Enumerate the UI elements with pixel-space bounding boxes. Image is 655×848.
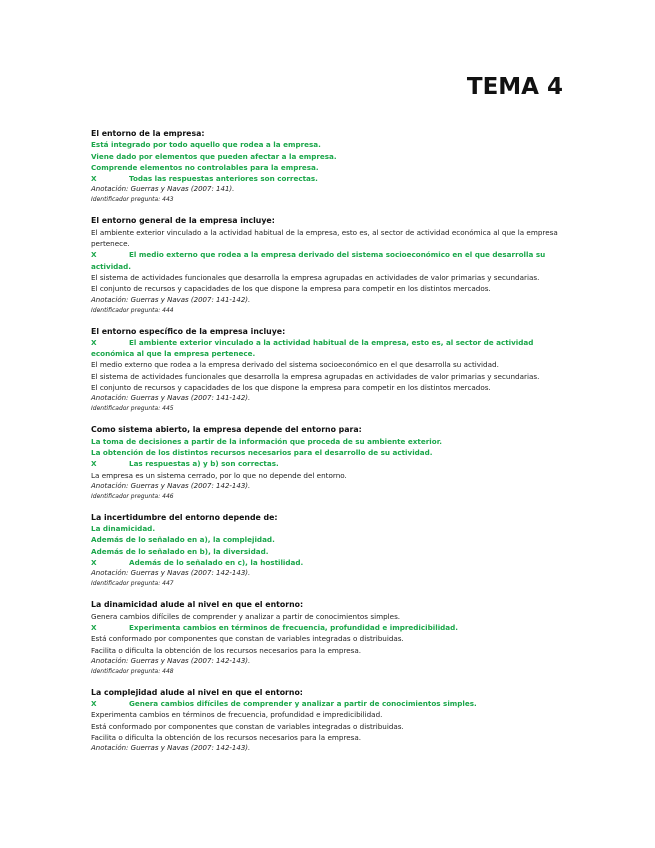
answer-text: Facilita o dificulta la obtención de los recursos necesarios para la empresa. — [91, 645, 362, 655]
question-block — [91, 215, 566, 315]
question-list — [91, 128, 566, 764]
question-block — [91, 599, 566, 676]
answer-option — [91, 633, 566, 644]
answer-option-correct — [91, 151, 566, 162]
answer-option-correct — [91, 162, 566, 173]
answer-option-correct — [91, 139, 566, 150]
answer-option-correct — [91, 557, 566, 568]
question-id: Identificador pregunta: 444 — [91, 306, 174, 314]
question-text: La complejidad alude al nivel en que el entorno: — [91, 687, 303, 697]
page-title: TEMA 4 — [466, 74, 563, 100]
answer-text: La obtención de los distintos recursos necesarios para el desarrollo de su actividad. — [91, 447, 433, 457]
question-block — [91, 687, 566, 754]
question-id: Identificador pregunta: 445 — [91, 405, 174, 413]
answer-option-correct — [91, 622, 566, 633]
question-block — [91, 424, 566, 501]
answer-text: Está integrado por todo aquello que rodea a la empresa. — [91, 140, 321, 150]
answer-option — [91, 272, 566, 283]
answer-option-correct — [91, 523, 566, 534]
answer-text: El medio externo que rodea a la empresa derivado del sistema socioeconómico en el que desarrolla su actividad. — [91, 250, 546, 271]
selected-answer-mark: X — [91, 699, 97, 709]
answer-option — [91, 359, 566, 370]
answer-text: Genera cambios difíciles de comprender y analizar a partir de conocimientos simples. — [91, 611, 401, 621]
answer-text: Facilita o dificulta la obtención de los recursos necesarios para la empresa. — [91, 732, 362, 742]
annotation: Anotación: Guerras y Navas (2007: 141-142). — [91, 394, 251, 403]
answer-text: El sistema de actividades funcionales que desarrolla la empresa agrupadas en actividades de valor primarias y secundarias. — [91, 371, 540, 381]
question-block — [91, 512, 566, 589]
question-text: El entorno específico de la empresa incluye: — [91, 326, 286, 336]
annotation: Anotación: Guerras y Navas (2007: 142-143). — [91, 569, 251, 578]
annotation: Anotación: Guerras y Navas (2007: 142-143). — [91, 744, 251, 753]
answer-option — [91, 283, 566, 294]
answer-option — [91, 371, 566, 382]
question-text: El entorno de la empresa: — [91, 129, 205, 138]
answer-option — [91, 645, 566, 656]
answer-text: Comprende elementos no controlables para la empresa. — [91, 162, 319, 172]
selected-answer-mark: X — [91, 250, 97, 260]
answer-text: Genera cambios difíciles de comprender y analizar a partir de conocimientos simples. — [129, 699, 477, 709]
answer-text: Las respuestas a) y b) son correctas. — [129, 459, 279, 469]
question-id: Identificador pregunta: 443 — [91, 196, 174, 204]
answer-text: Está conformado por componentes que constan de variables integradas o distribuidas. — [91, 721, 404, 731]
answer-option-correct — [91, 698, 566, 709]
answer-option — [91, 227, 566, 250]
answer-option — [91, 382, 566, 393]
annotation: Anotación: Guerras y Navas (2007: 141-142). — [91, 295, 251, 304]
answer-option-correct — [91, 458, 566, 469]
selected-answer-mark: X — [91, 174, 97, 184]
answer-text: El conjunto de recursos y capacidades de los que dispone la empresa para competir en los distintos mercados. — [91, 284, 491, 294]
question-text: La dinamicidad alude al nivel en que el entorno: — [91, 600, 304, 610]
answer-text: Experimenta cambios en términos de frecuencia, profundidad e impredicibilidad. — [91, 710, 383, 720]
answer-option-correct — [91, 436, 566, 447]
selected-answer-mark: X — [91, 622, 97, 632]
question-text: El entorno general de la empresa incluye: — [91, 216, 275, 226]
answer-option — [91, 611, 566, 622]
answer-option — [91, 709, 566, 720]
answer-option-correct — [91, 173, 566, 184]
answer-text: Además de lo señalado en a), la complejidad. — [91, 535, 275, 545]
answer-option — [91, 470, 566, 481]
question-id: Identificador pregunta: 447 — [91, 580, 174, 588]
question-text: Como sistema abierto, la empresa depende del entorno para: — [91, 425, 362, 435]
answer-text: Experimenta cambios en términos de frecuencia, profundidad e impredicibilidad. — [129, 622, 459, 632]
answer-option — [91, 732, 566, 743]
answer-text: El ambiente exterior vinculado a la actividad habitual de la empresa, esto es, al sector de actividad económica al que la empresa pertenece. — [91, 337, 534, 359]
annotation: Anotación: Guerras y Navas (2007: 141). — [91, 185, 235, 194]
answer-text: El sistema de actividades funcionales que desarrolla la empresa agrupadas en actividades de valor primarias y secundarias. — [91, 272, 540, 282]
answer-text: Además de lo señalado en b), la diversidad. — [91, 546, 269, 556]
question-block — [91, 128, 566, 205]
answer-text: Todas las respuestas anteriores son correctas. — [129, 174, 318, 184]
answer-text: El conjunto de recursos y capacidades de los que dispone la empresa para competir en los distintos mercados. — [91, 383, 491, 393]
question-text: La incertidumbre del entorno depende de: — [91, 512, 278, 522]
selected-answer-mark: X — [91, 337, 97, 347]
question-id: Identificador pregunta: 446 — [91, 492, 174, 500]
answer-option-correct — [91, 534, 566, 545]
annotation: Anotación: Guerras y Navas (2007: 142-143). — [91, 481, 251, 490]
answer-text: La dinamicidad. — [91, 524, 156, 534]
answer-text: Viene dado por elementos que pueden afectar a la empresa. — [91, 151, 337, 161]
question-block — [91, 326, 566, 415]
selected-answer-mark: X — [91, 558, 97, 568]
selected-answer-mark: X — [91, 459, 97, 469]
question-id: Identificador pregunta: 448 — [91, 667, 174, 675]
answer-text: La toma de decisiones a partir de la información que proceda de su ambiente exterior. — [91, 436, 442, 446]
answer-option-correct — [91, 249, 566, 272]
answer-text: Además de lo señalado en c), la hostilidad. — [129, 558, 304, 568]
annotation: Anotación: Guerras y Navas (2007: 142-143). — [91, 656, 251, 665]
answer-text: El medio externo que rodea a la empresa derivado del sistema socioeconómico en el que desarrolla su actividad. — [91, 360, 499, 370]
answer-option — [91, 721, 566, 732]
answer-option-correct — [91, 447, 566, 458]
answer-text: La empresa es un sistema cerrado, por lo que no depende del entorno. — [91, 470, 347, 480]
answer-option-correct — [91, 337, 566, 360]
answer-text: El ambiente exterior vinculado a la actividad habitual de la empresa, esto es, al sector de actividad económica al que la empresa pertenece. — [91, 227, 558, 249]
answer-text: Está conformado por componentes que constan de variables integradas o distribuidas. — [91, 634, 404, 644]
answer-option-correct — [91, 546, 566, 557]
